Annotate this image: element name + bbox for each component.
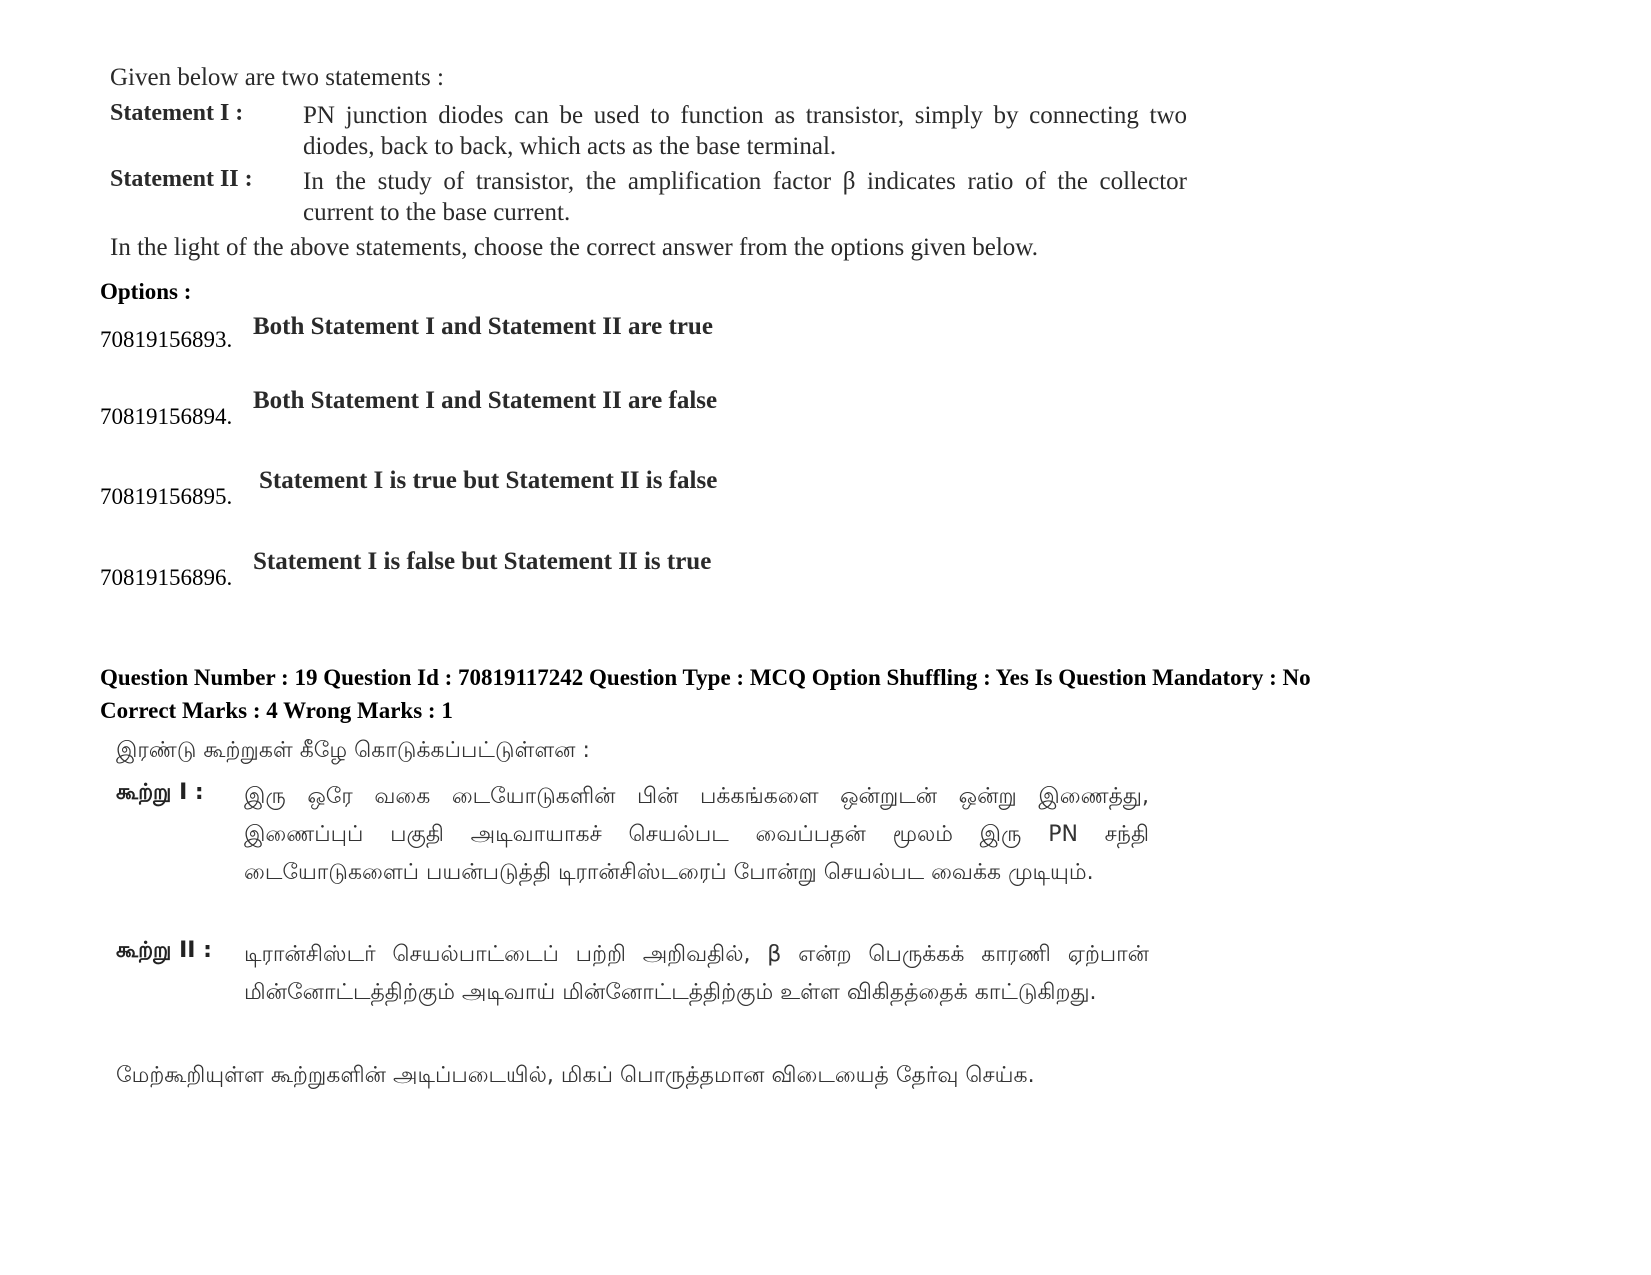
tamil-statement-1-label: கூற்று I : [116,780,204,805]
question-closing: In the light of the above statements, choose the correct answer from the options given below. [110,234,1038,261]
tamil-question-closing: மேற்கூறியுள்ள கூற்றுகளின் அடிப்படையில், மிகப் பொருத்தமான விடையைத் தேர்வு செய்க. [116,1063,1035,1088]
question-meta-line-2: Correct Marks : 4 Wrong Marks : 1 [100,698,453,723]
question-intro: Given below are two statements : [110,64,444,91]
options-label: Options : [100,279,192,304]
question-meta-line-1: Question Number : 19 Question Id : 70819117242 Question Type : MCQ Option Shuffling : Yes Is Question Mandatory : No [100,665,1311,690]
tamil-question-intro: இரண்டு கூற்றுகள் கீழே கொடுக்கப்பட்டுள்ளன : [116,738,590,763]
statement-2-text: In the study of transistor, the amplification factor β indicates ratio of the collector current to the base current. [303,168,1187,226]
option-text: Both Statement I and Statement II are true [253,313,713,340]
option-text: Both Statement I and Statement II are false [253,387,718,414]
option-number: 70819156893. [100,327,233,352]
statement-1-text: PN junction diodes can be used to function as transistor, simply by connecting two diodes, back to back, which acts as the base terminal. [303,102,1187,160]
statement-1-label: Statement I : [110,100,244,126]
option-number: 70819156895. [100,484,233,509]
tamil-statement-2-text: டிரான்சிஸ்டர் செயல்பாட்டைப் பற்றி அறிவதில், β என்ற பெருக்கக் காரணி ஏற்பான் மின்னோட்டத்திற்கும் அடிவாய் மின்னோட்டத்திற்கும் உள்ள விகிதத்தைக் காட்டுகிறது. [244,942,1149,1005]
option-text: Statement I is false but Statement II is true [253,548,712,575]
option-text: Statement I is true but Statement II is false [259,467,718,494]
tamil-statement-1-text: இரு ஒரே வகை டையோடுகளின் பின் பக்கங்களை ஒன்றுடன் ஒன்று இணைத்து, இணைப்புப் பகுதி அடிவாயாகச் செயல்பட வைப்பதன் மூலம் இரு PN சந்தி டையோடுகளைப் பயன்படுத்தி டிரான்சிஸ்டரைப் போன்று செயல்பட வைக்க முடியும். [244,784,1149,885]
statement-2-label: Statement II : [110,166,253,192]
option-number: 70819156894. [100,404,233,429]
tamil-statement-2-label: கூற்று II : [116,938,212,963]
option-number: 70819156896. [100,565,233,590]
